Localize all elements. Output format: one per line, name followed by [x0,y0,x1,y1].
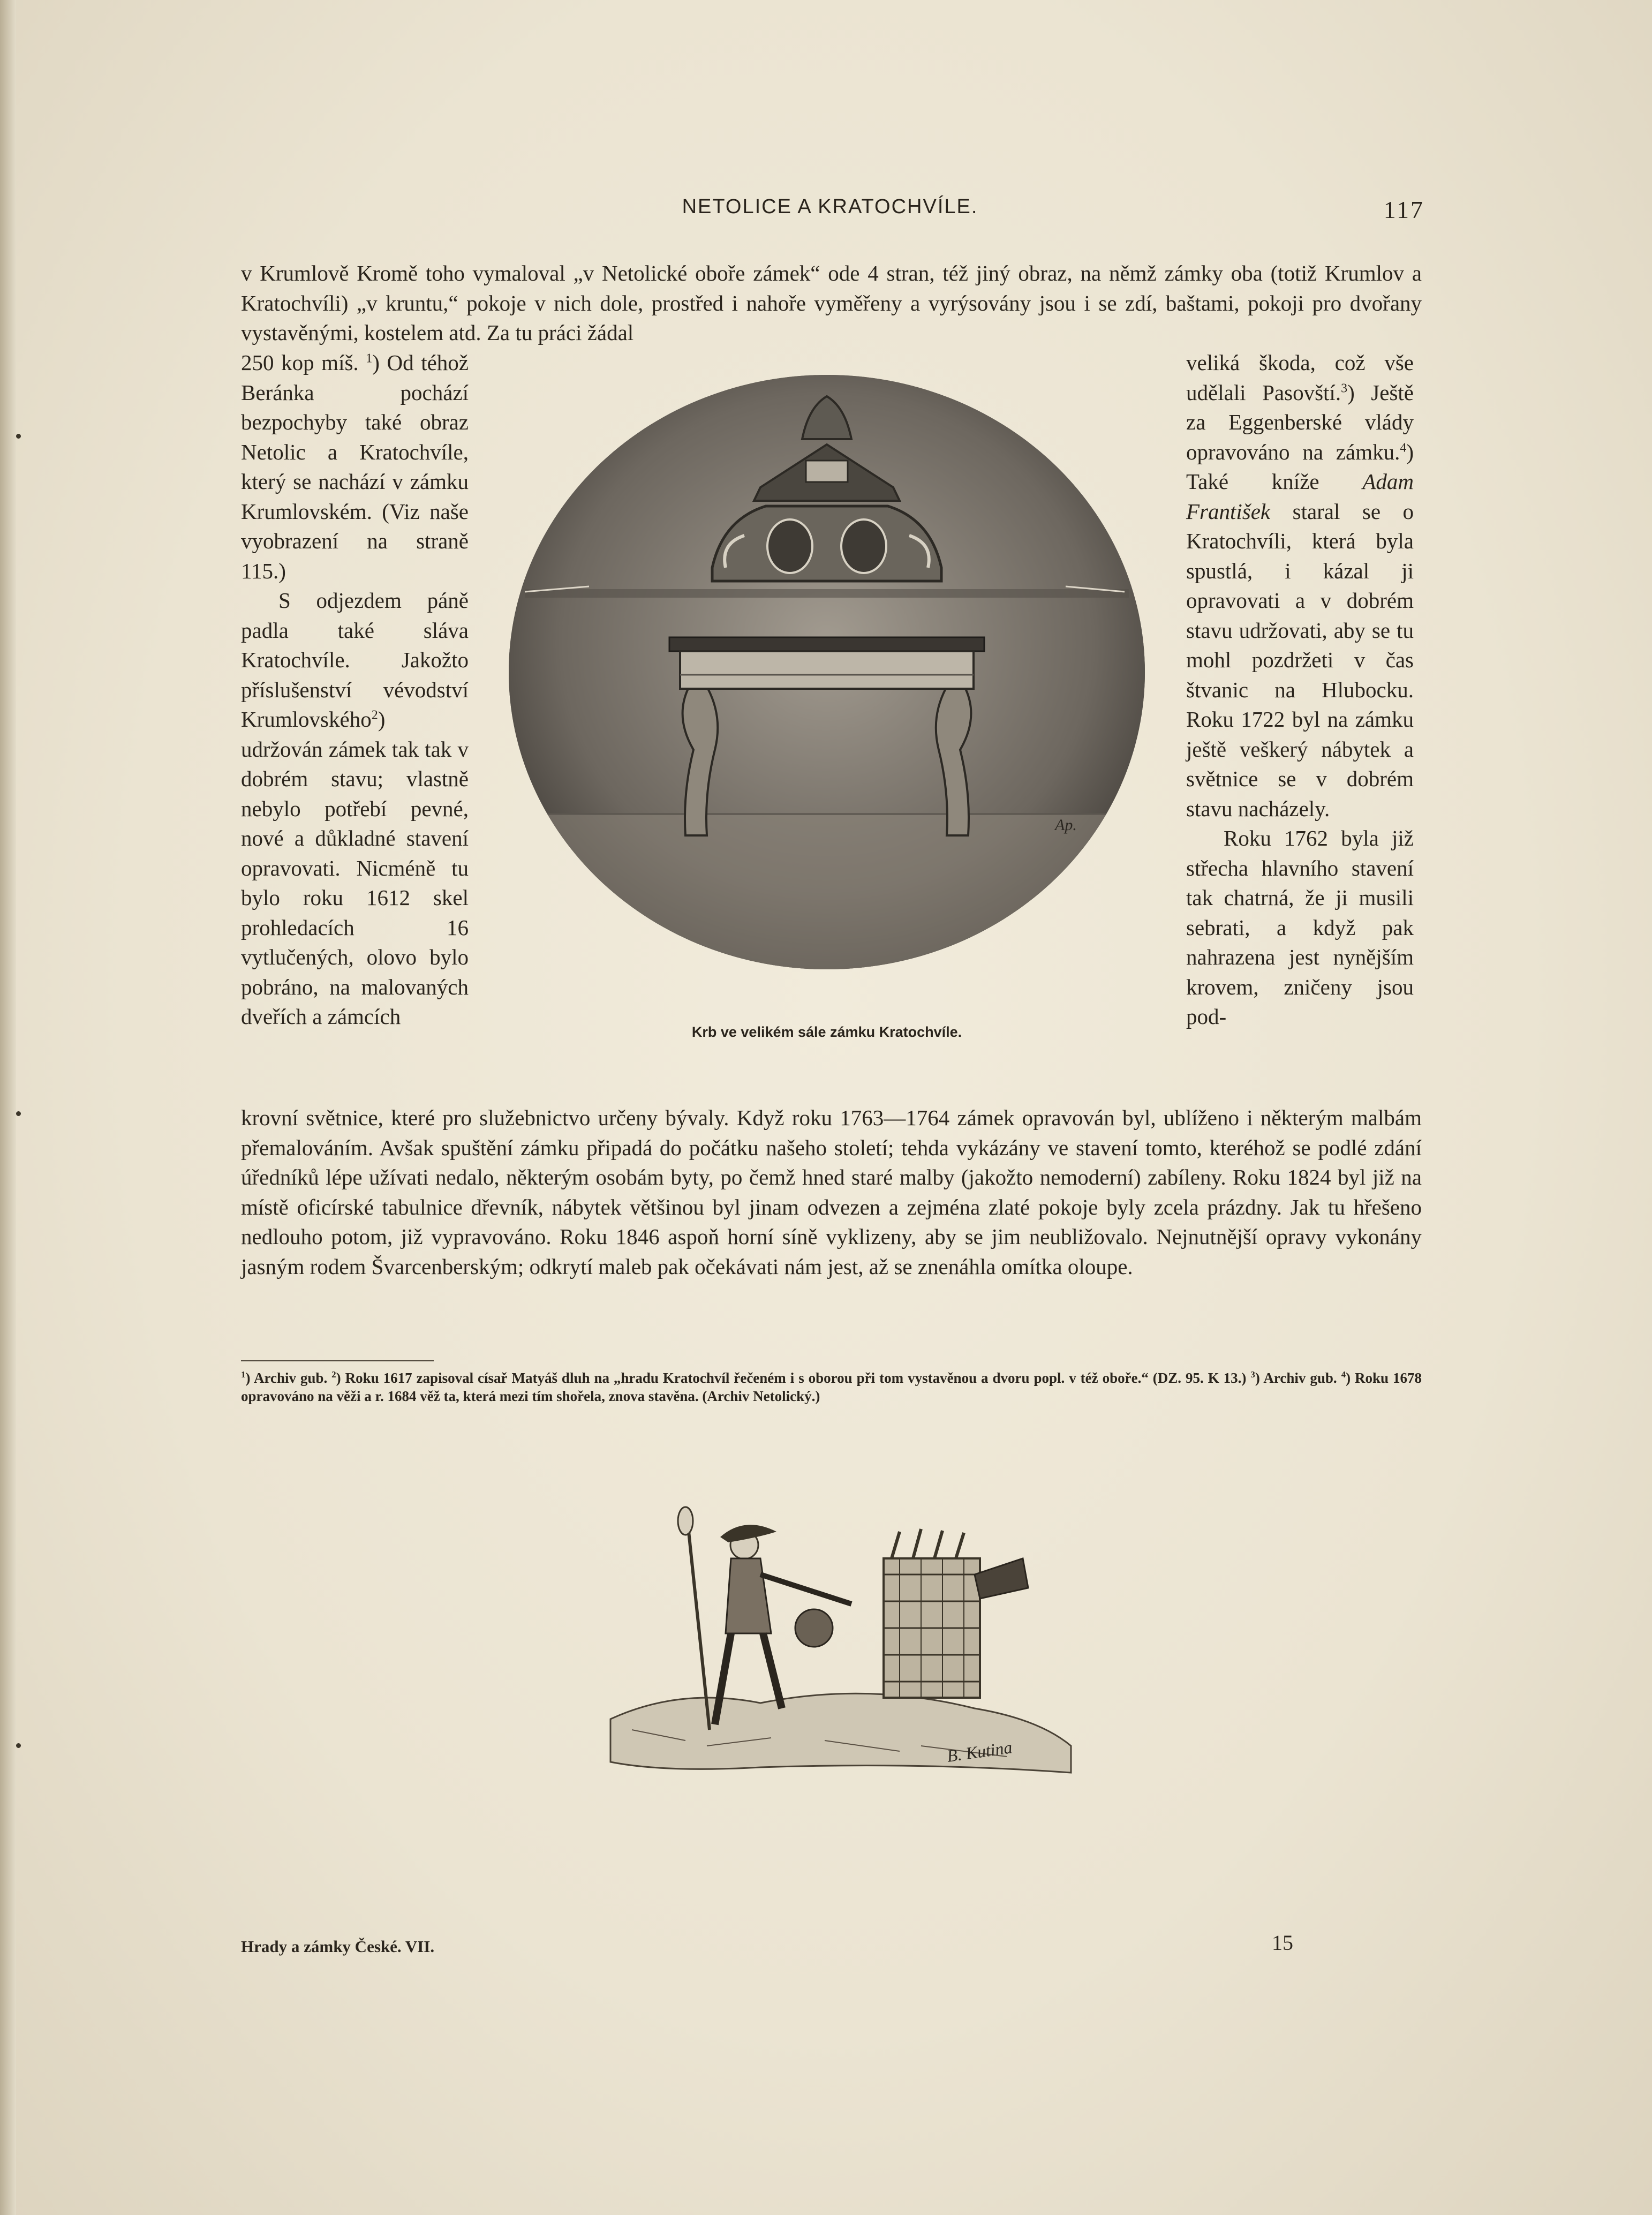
footnote-ref: 4 [1400,440,1407,455]
soldier-vignette [600,1494,1082,1794]
stray-mark [16,1111,21,1116]
footnote-divider [241,1360,434,1361]
soldier-drawing [600,1494,1082,1794]
footnote-ref: 2 [371,708,378,722]
text-line: zámky oba (totiž Krumlov a Kratochvíli) „v kruntu,“ pokoje v nich dole, prostřed i nahoře vyměřeny [241,261,1422,315]
artist-mark: Ap. [1055,816,1077,834]
figure-caption: Krb ve velikém sále zámku Kratochvíle. [691,1024,962,1040]
italic-name: Adam František [1186,469,1414,524]
text-line: v Krumlově Kromě toho vymaloval „v Netolické oboře zámek“ ode 4 stran, též jiný obraz, na němž [241,261,1157,285]
right-column-paragraph-1: veliká škoda, což vše udělali Pasovští.$^3$) Ještě za Eggenberské vlády opravováno na zámku.$^4$) Také kníže Adam František staral se o Kratochvíli, která byla spustlá, i kázal ji opravovati a v dobrém stavu udržovati, aby se tu mohl pozdržeti v čas štvanic na Hlubocku. Roku 1722 byl na zámku ještě veškerý nábytek a světnice se v dobrém stavu nacházely. [1186,350,1414,821]
stray-mark [16,434,21,439]
footnote-marker: 4 [1341,1369,1346,1380]
footnotes [241,1369,1422,1405]
left-column-paragraph-2: S odjezdem páně padla také sláva Kratochvíle. Jakožto příslušenství vévodství Krumlovského$^2$) udržován zámek tak tak v dobrém stavu; vlastně nebylo potřebí pevné, nové a důkladné stavení opravovati. Nicméně tu bylo roku 1612 skel prohledacích 16 vytlučených, olovo bylo pobráno, na malovaných dveřích a zámcích [241,588,469,1029]
right-column-paragraph-2: Roku 1762 byla již střecha hlavního stavení tak chatrná, že ji musili sebrati, a když pak nahrazena jest nynějším krovem, zničeny jsou pod- [1186,826,1414,1029]
left-column-paragraph-1: 250 kop míš. $^1$) Od téhož Beránka pochází bezpochyby také obraz Netolic a Kratochvíle, který se nachází v zámku Krumlovském. (Viz naše vyobrazení na straně 115.) [241,350,469,583]
page-header [236,195,1424,233]
vignette-signature: B. Kutina [945,1737,1014,1766]
series-title: Hrady a zámky České. VII. [241,1937,435,1956]
footnote-3: ) Archiv gub. [1255,1370,1337,1386]
stray-mark [16,1743,21,1748]
footnote-ref: 3 [1341,381,1348,395]
text-line: a vyrýsovány jsou i se zdí, baštami, pokoji pro dvořany vystavěnými, kostelem atd. Za tu práci žádal [241,290,1422,345]
footnote-ref: 1 [366,351,373,366]
footnote-1: ) Archiv gub. [245,1370,328,1386]
running-title: NETOLICE A KRATOCHVÍLE. [682,195,978,218]
right-column [1186,348,1414,1032]
top-paragraph [241,259,1422,348]
fireplace-drawing [509,375,1145,969]
footnote-marker: 3 [1250,1369,1255,1380]
left-column [241,348,469,1032]
footnote-marker: 1 [241,1369,246,1380]
footnote-4: ) Roku 1678 opravováno na věži a r. 1684 věž ta, která mezi tím shořela, znova stavěna. (Archiv Netolický.) [241,1370,1422,1404]
footnote-2: ) Roku 1617 zapisoval císař Matyáš dluh na „hradu Kratochvíl řečeném i s oborou při tom vystavěnou a dvoru popl. v též oboře.“ (DZ. 95. K 13.) [336,1370,1247,1386]
binding-edge [0,0,16,2215]
bottom-paragraph: krovní světnice, které pro služebnictvo určeny bývaly. Když roku 1763—1764 zámek opravován byl, ublíženo i některým malbám přemalováním. Avšak spuštění zámku připadá do počátku našeho století; tehda vykázány ve stavení tomto, kteréhož se podlé zdání úředníků lépe užívati nedalo, některým osobám byty, po čemž hned staré malby (jakožto nemoderní) zabíleny. Roku 1824 byl již na místě oficírské tabulnice dřevník, nábytek většinou byl jinam odvezen a zejména zlaté pokoje byly zcela prázdny. Jak tu hřešeno nedlouho potom, již vypravováno. Roku 1846 aspoň horní síně vyklizeny, aby se jim neubližovalo. Nejnutnější opravy vykonány jasným rodem Švarcenberským; odkrytí maleb pak očekávati nám jest, až se znenáhla omítka oloupe. [241,1105,1422,1279]
fireplace-illustration [509,375,1145,969]
footnote-marker: 2 [331,1369,336,1380]
page-number: 117 [1383,196,1424,223]
signature-mark: 15 [1272,1931,1293,1955]
